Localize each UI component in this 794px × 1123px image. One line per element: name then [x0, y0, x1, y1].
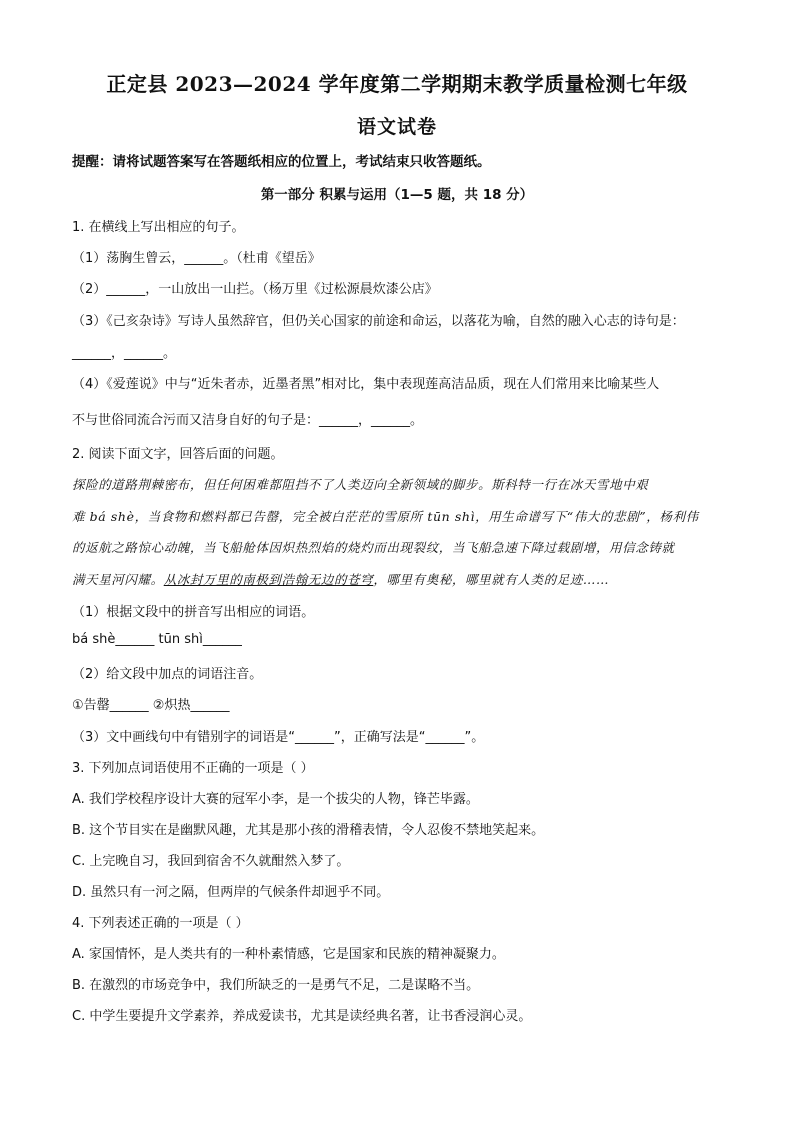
question-3-option: A. 我们学校程序设计大赛的冠军小李，是一个拔尖的人物，锋芒毕露。: [72, 792, 479, 807]
question-1-item: （3）《己亥杂诗》写诗人虽然辞官，但仍关心国家的前途和命运，以落花为喻，自然的融入心志的诗句是：: [72, 314, 685, 329]
question-3-option: C. 上完晚自习，我回到宿舍不久就酣然入梦了。: [72, 854, 350, 869]
question-1-item: （1）荡胸生曾云，______。（杜甫《望岳》: [72, 251, 321, 266]
passage-line: 的返航之路惊心动魄，当飞船舱体因炽热烈焰的烧灼而出现裂纹，当飞船急速下降过载剧增，用信念铸就: [72, 540, 675, 555]
question-2-item: （2）给文段中加点的词语注音。: [72, 667, 263, 682]
question-3-option: B. 这个节目实在是幽默风趣，尤其是那小孩的滑稽表情，令人忍俊不禁地笑起来。: [72, 823, 545, 838]
question-3-option: D. 虽然只有一河之隔，但两岸的气候条件却迥乎不同。: [72, 885, 390, 900]
exam-subtitle: 语文试卷: [356, 116, 437, 138]
question-4-option: C. 中学生要提升文学素养，养成爱读书，尤其是读经典名著，让书香浸润心灵。: [72, 1009, 532, 1024]
question-1-item: （2）______，一山放出一山拦。（杨万里《过松源晨炊漆公店》: [72, 282, 438, 297]
question-3-stem: 3. 下列加点词语使用不正确的一项是（ ）: [72, 761, 314, 776]
question-2-item: （1）根据文段中的拼音写出相应的词语。: [72, 605, 315, 620]
question-4-stem: 4. 下列表述正确的一项是（ ）: [72, 916, 249, 931]
question-1-stem: 1. 在横线上写出相应的句子。: [72, 220, 245, 235]
exam-title: 正定县 2023—2024 学年度第二学期期末教学质量检测七年级: [106, 72, 688, 96]
question-2-item: ①告罄______ ②炽热______: [72, 698, 230, 713]
section-heading: 第一部分 积累与运用（1—5 题，共 18 分）: [260, 187, 534, 203]
underlined-sentence: 从冰封万里的南极到浩翰无边的苍穹: [163, 572, 374, 587]
exam-notice: 提醒：请将试题答案写在答题纸相应的位置上，考试结束只收答题纸。: [72, 154, 491, 170]
question-1-item: 不与世俗同流合污而又洁身自好的句子是：______，______。: [72, 413, 424, 428]
passage-text: ，哪里有奥秘，哪里就有人类的足迹……: [373, 572, 610, 587]
question-1-item: ______，______。: [72, 346, 177, 361]
question-2-item: （3）文中画线句中有错别字的词语是“______”，正确写法是“______”。: [72, 730, 485, 745]
question-2-item: bá shè______ tūn shì______: [72, 632, 242, 647]
passage-line: 难 bá shè，当食物和燃料都已告罄，完全被白茫茫的雪原所 tūn shì，用生命谱写下“伟大的悲剧”，杨利伟: [72, 509, 699, 524]
question-4-option: B. 在激烈的市场竞争中，我们所缺乏的一是勇气不足，二是谋略不当。: [72, 978, 480, 993]
passage-line: 探险的道路荆棘密布，但任何困难都阻挡不了人类迈向全新领域的脚步。斯科特一行在冰天雪地中艰: [72, 477, 649, 492]
passage-text: 满天星河闪耀。: [72, 572, 164, 587]
question-4-option: A. 家国情怀，是人类共有的一种朴素情感，它是国家和民族的精神凝聚力。: [72, 947, 505, 962]
question-1-item: （4）《爱莲说》中与“近朱者赤，近墨者黑”相对比，集中表现莲高洁品质，现在人们常用来比喻某些人: [72, 377, 660, 392]
question-2-stem: 2. 阅读下面文字，回答后面的问题。: [72, 447, 284, 462]
passage-line: [72, 570, 609, 588]
